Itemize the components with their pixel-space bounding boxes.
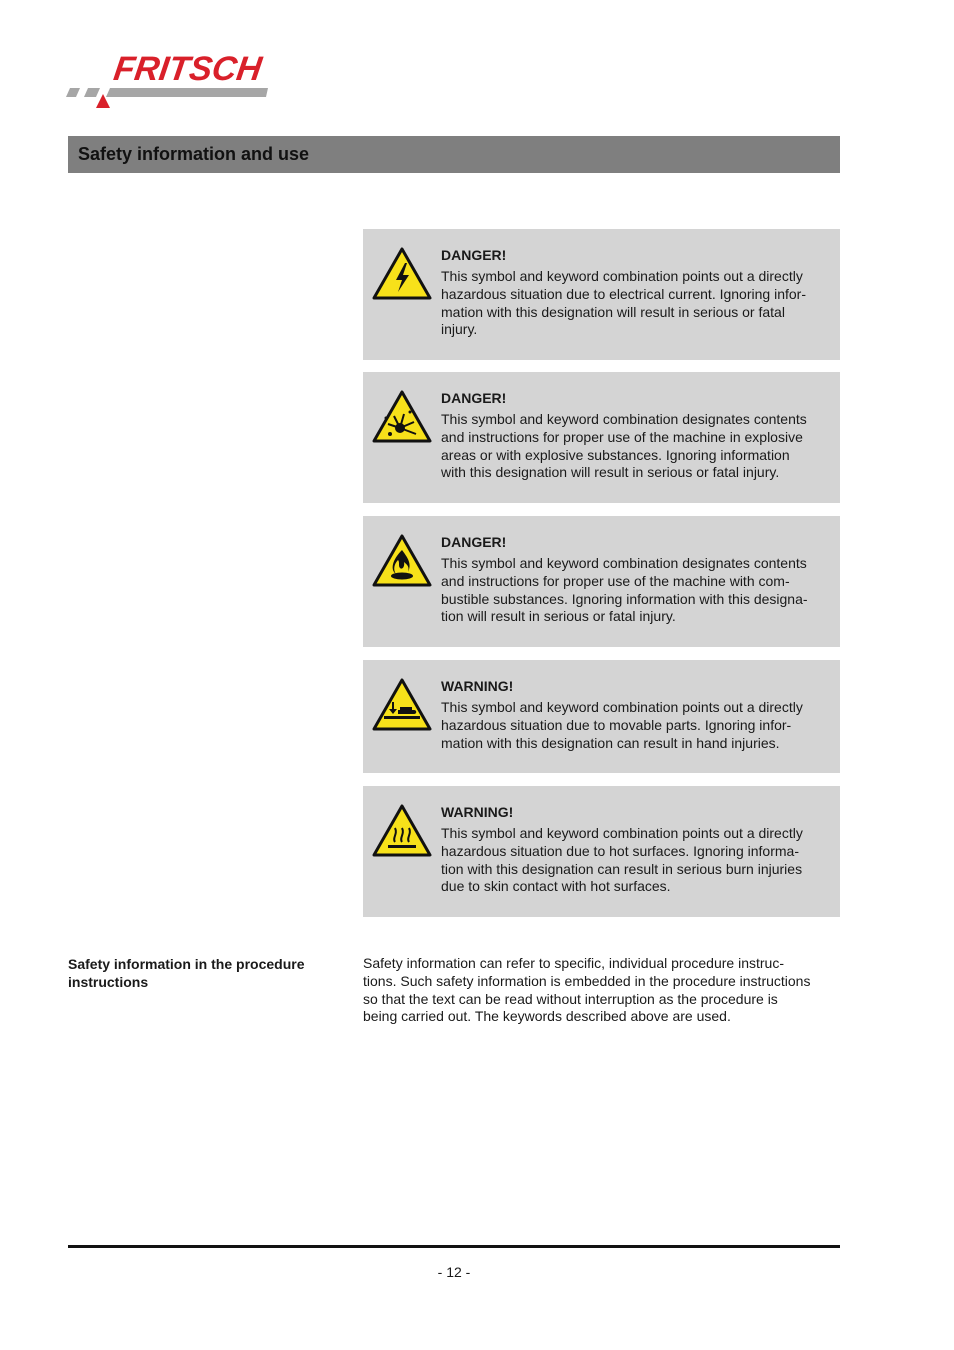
notice-keyword: DANGER!	[441, 390, 507, 406]
notice-description: This symbol and keyword combination points out a directly hazardous situation due to hot surfaces. Ignoring informa- tion with this designation can result in serious burn injuries due to skin contact with hot surfaces.	[441, 825, 803, 895]
electric-hazard-icon	[372, 247, 432, 301]
procedure-body: Safety information can refer to specific, individual procedure instruc- tions. Such safety information is embedded in the procedure instructions so that the text can be read without interruption as the procedure is being carried out. The keywords described above are used.	[363, 955, 811, 1025]
notice-keyword: WARNING!	[441, 678, 514, 694]
fritsch-logo	[66, 50, 286, 112]
notice-description: This symbol and keyword combination designates contents and instructions for proper use of the machine with com- bustible substances. Ignoring information with this designa- tion will result in serious or fatal injury.	[441, 555, 808, 625]
notice-description: This symbol and keyword combination points out a directly hazardous situation due to electrical current. Ignoring infor- mation with this designation will result in serious or fatal injury.	[441, 268, 806, 338]
notice-movable-parts	[363, 660, 840, 773]
hot-surface-hazard-icon	[372, 804, 432, 858]
notice-explosive	[363, 372, 840, 503]
notice-flammable	[363, 516, 840, 647]
section-header	[68, 136, 840, 173]
notice-keyword: WARNING!	[441, 804, 514, 820]
notice-electrical	[363, 229, 840, 360]
logo-wordmark: FRITSCH	[111, 50, 264, 88]
section-title: Safety information and use	[78, 144, 310, 164]
notice-hot-surface	[363, 786, 840, 917]
notice-description: This symbol and keyword combination designates contents and instructions for proper use of the machine in explosive areas or with explosive substances. Ignoring information with this designation will result in serious or fatal injury.	[441, 411, 807, 481]
notice-keyword: DANGER!	[441, 247, 507, 263]
notice-description: This symbol and keyword combination points out a directly hazardous situation due to movable parts. Ignoring infor- mation with this designation can result in hand injuries.	[441, 699, 803, 751]
explosive-hazard-icon	[372, 390, 432, 444]
page-number: - 12 -	[437, 1264, 471, 1280]
logo-stripes-icon	[66, 86, 286, 112]
procedure-heading: Safety information in the procedure instructions	[68, 956, 305, 990]
footer-divider	[68, 1245, 840, 1248]
notice-keyword: DANGER!	[441, 534, 507, 550]
hand-crush-hazard-icon	[372, 678, 432, 732]
flammable-hazard-icon	[372, 534, 432, 588]
